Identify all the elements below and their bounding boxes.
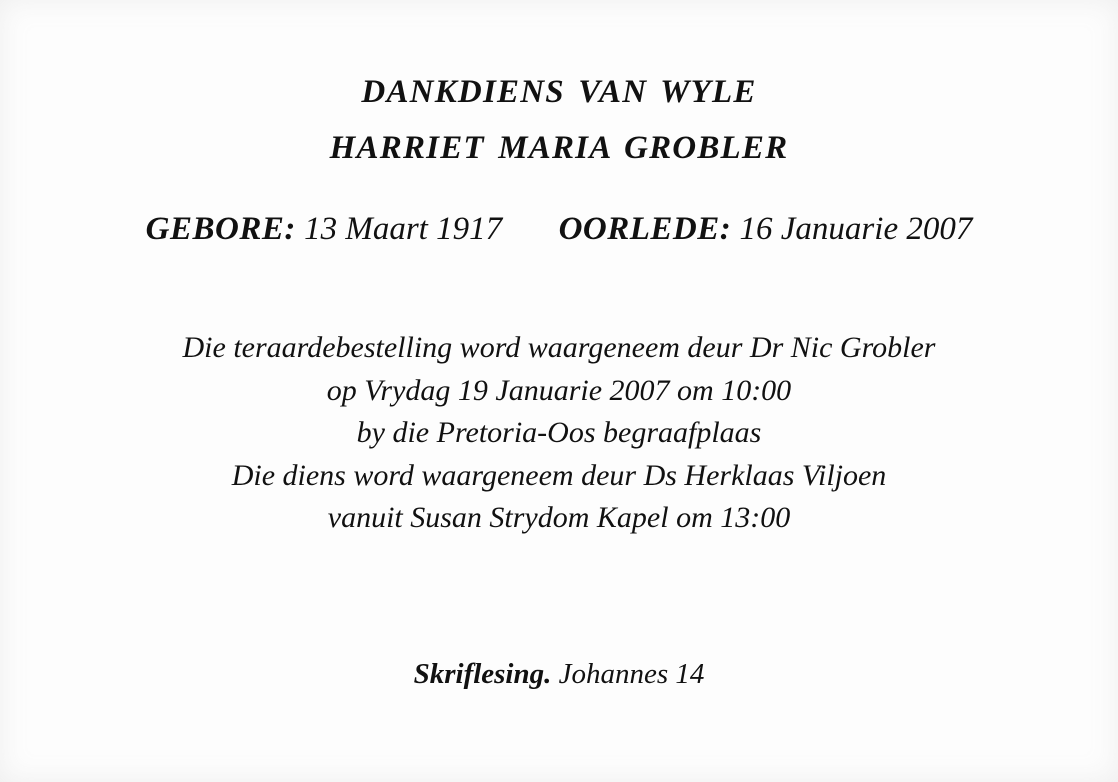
service-line: by die Pretoria-Oos begraafplaas [356, 416, 762, 450]
died-label: OORLEDE: [558, 210, 732, 247]
heading-line-2: HARRIET MARIA GROBLER [329, 130, 789, 167]
service-line: vanuit Susan Strydom Kapel om 13:00 [327, 501, 791, 535]
service-line: Die teraardebestelling word waargeneem deur Dr Nic Grobler [182, 331, 936, 365]
born-label: GEBORE: [145, 210, 296, 247]
scripture-block [0, 658, 1118, 691]
heading-line-1: DANKDIENS VAN WYLE [361, 74, 757, 110]
died-date: 16 Januarie 2007 [739, 210, 973, 247]
service-line: op Vrydag 19 Januarie 2007 om 10:00 [326, 373, 792, 407]
dates-row [0, 210, 1118, 250]
scripture-label: Skriflesing. [413, 658, 552, 691]
title-block [0, 0, 1118, 170]
scripture-reference: Johannes 14 [558, 658, 705, 691]
service-line: Die diens word waargeneem deur Ds Herklaas Viljoen [231, 458, 887, 492]
service-details [0, 327, 1118, 540]
born-date: 13 Maart 1917 [304, 210, 503, 247]
